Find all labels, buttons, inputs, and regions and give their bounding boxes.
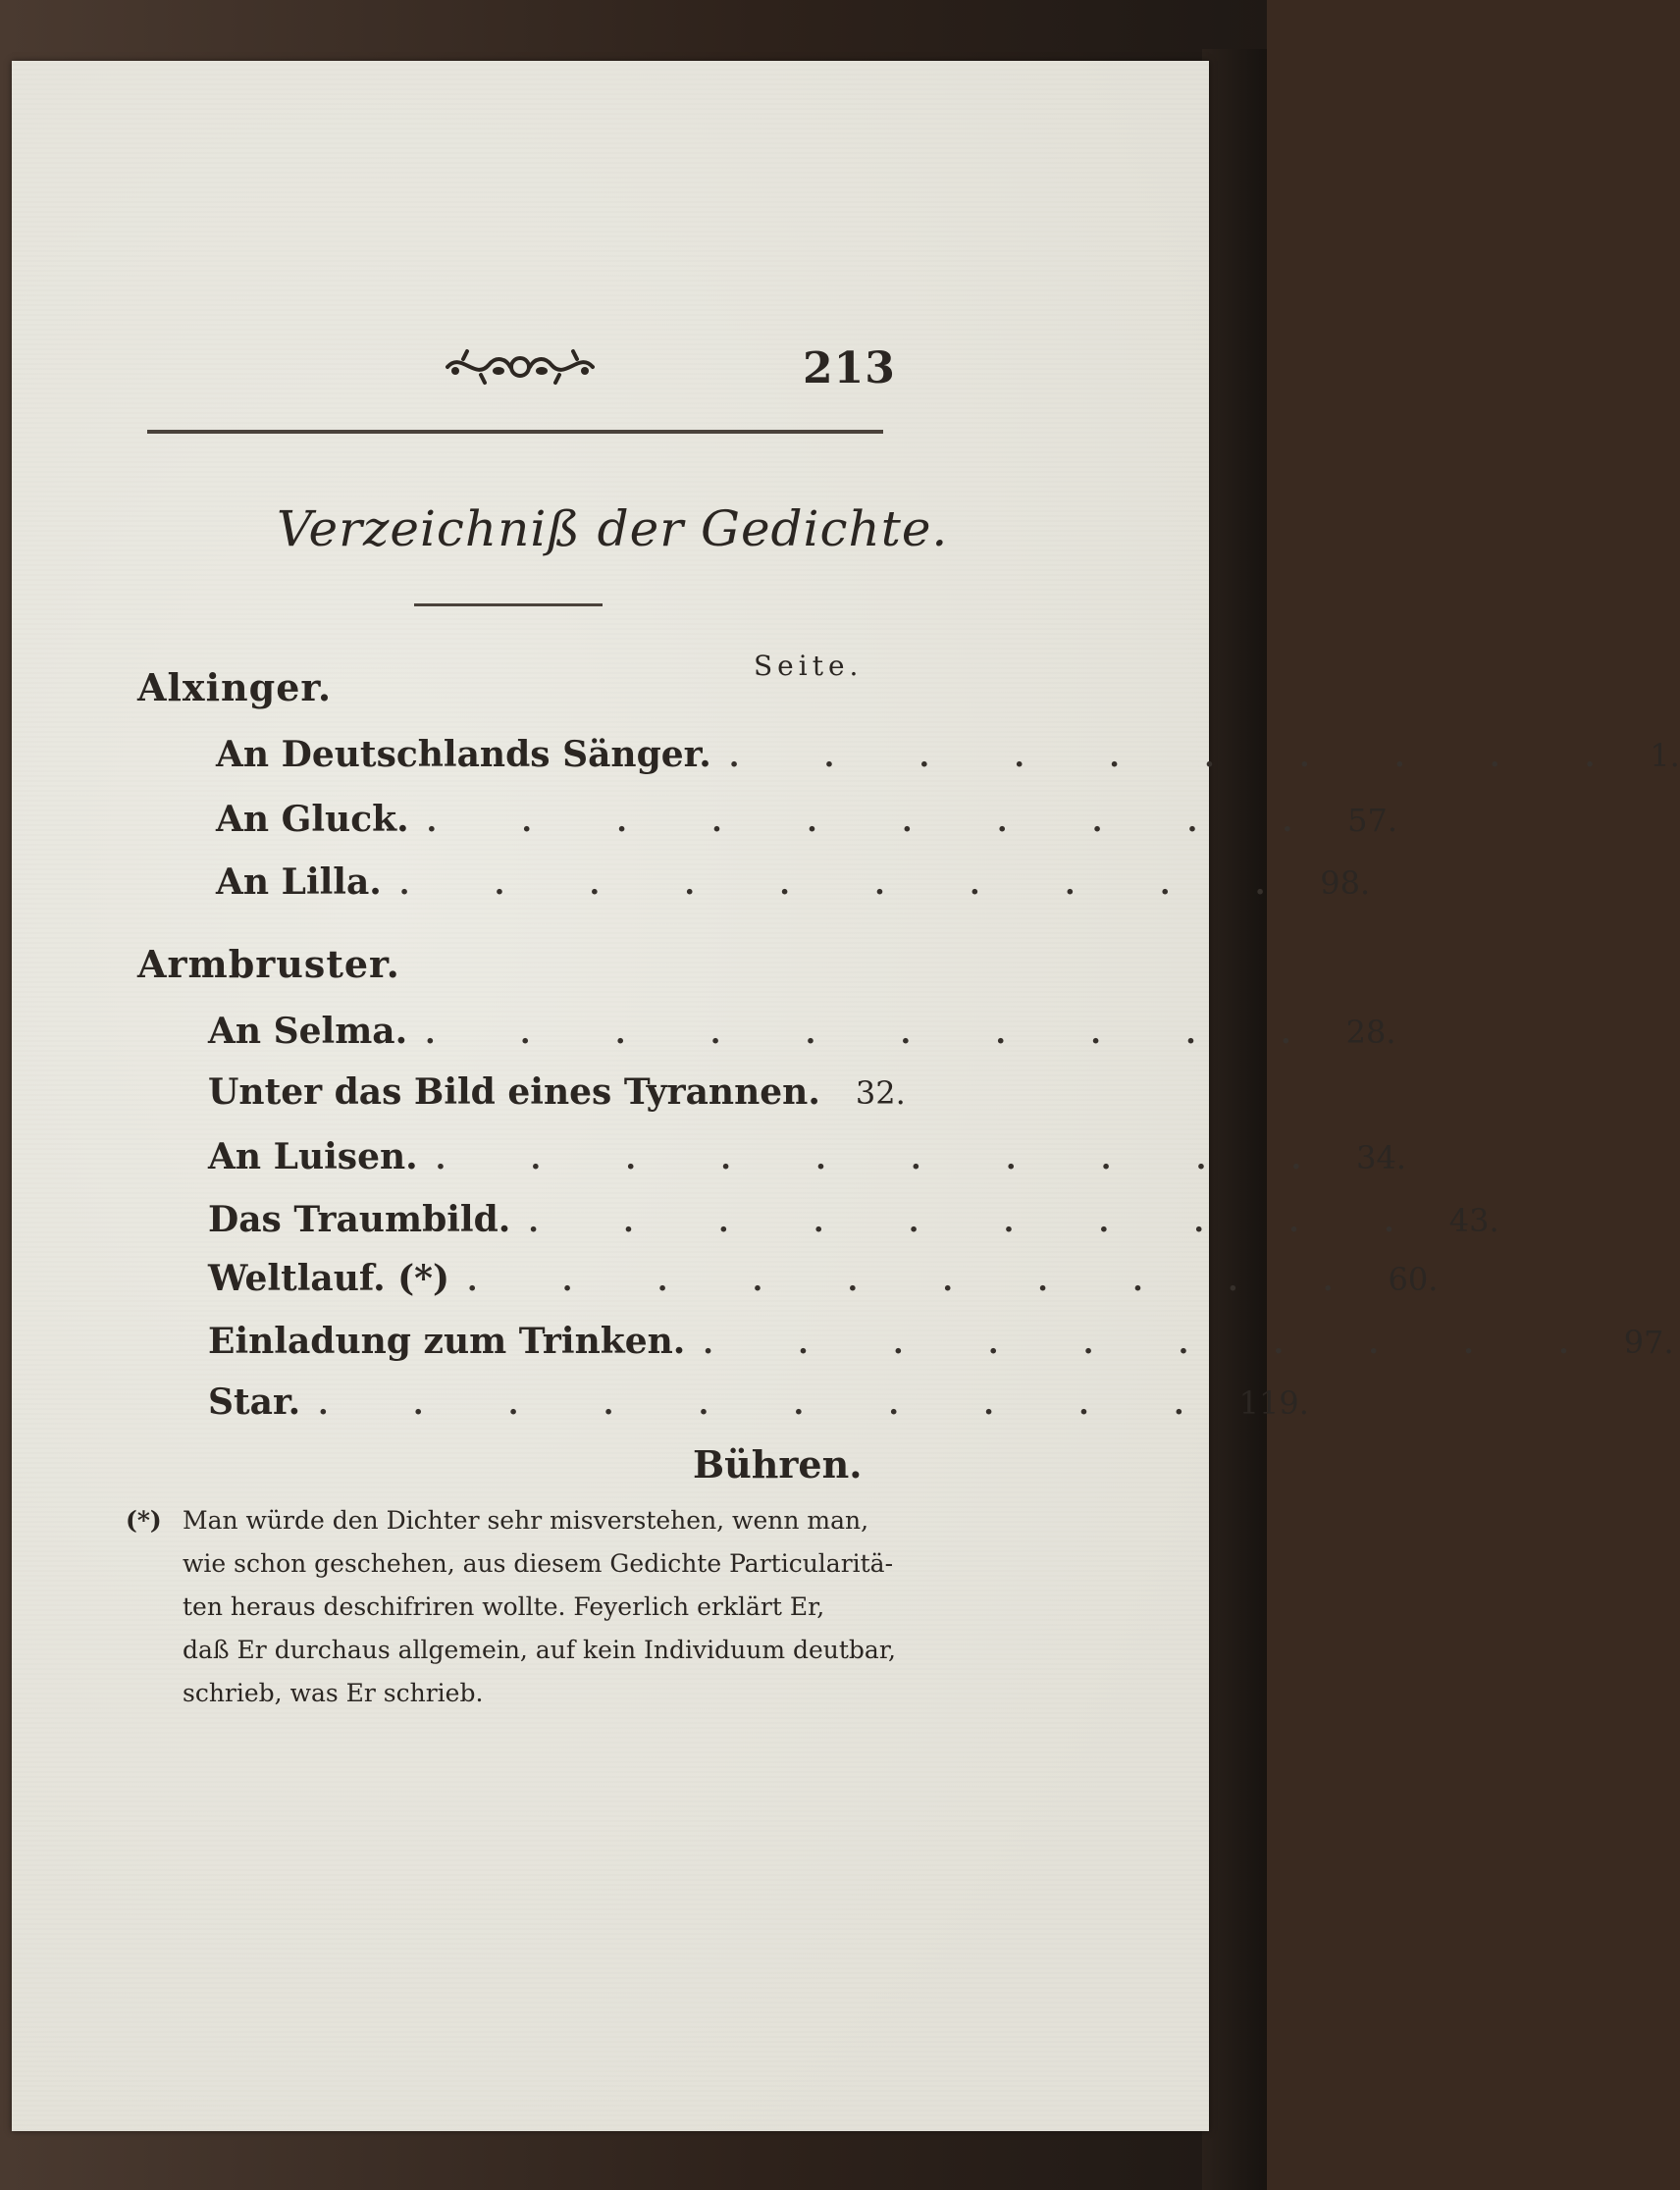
entry-title: An Deutschlands Sänger. [216, 734, 711, 775]
entry-page: 97. [1623, 1324, 1674, 1361]
footnote-line: Man würde den Dichter sehr misverstehen, wenn man, [183, 1506, 869, 1535]
entry-page: 98. [1320, 864, 1371, 902]
list-item [208, 1258, 1439, 1299]
author-heading: Alxinger. [137, 665, 333, 709]
entry-page: 34. [1356, 1139, 1407, 1176]
entry-page: 32. [855, 1074, 906, 1112]
list-item [208, 1199, 1499, 1240]
floral-ornament-icon [442, 341, 599, 389]
list-item [208, 1136, 1407, 1177]
entry-title: Star. [208, 1382, 301, 1423]
footnote-line: schrieb, was Er schrieb. [183, 1679, 484, 1707]
entry-page: 43. [1448, 1202, 1499, 1239]
list-item [208, 1071, 906, 1113]
page-title: Verzeichniß der Gedichte. [277, 500, 949, 557]
header-rule [147, 430, 883, 434]
entry-title: Weltlauf. (*) [208, 1258, 450, 1299]
dot-leader: . . . . . . . . . . [528, 1205, 1432, 1239]
dot-leader: . . . . . . . . . . [318, 1387, 1222, 1422]
entry-title: An Luisen. [208, 1136, 418, 1177]
entry-page: 28. [1345, 1014, 1396, 1051]
dot-leader: . . . . . . . . . . [435, 1142, 1339, 1176]
entry-page: 119. [1238, 1384, 1309, 1422]
dot-leader: . . . . . . . . . . [426, 805, 1331, 839]
dot-leader: . . . . . . . . . . [425, 1017, 1329, 1051]
author-heading: Armbruster. [137, 942, 400, 986]
footnote-line: ten heraus deschifriren wollte. Feyerlich erklärt Er, [183, 1592, 825, 1621]
list-item [216, 799, 1397, 840]
title-rule [414, 603, 603, 606]
entry-title: Einladung zum Trinken. [208, 1321, 686, 1362]
entry-page: 60. [1388, 1261, 1439, 1298]
footnote-line: daß Er durchaus allgemein, auf kein Individuum deutbar, [183, 1636, 896, 1664]
footnote-mark: (*) [126, 1506, 162, 1535]
list-item [208, 1382, 1309, 1423]
footnote [126, 1499, 896, 1715]
page-number: 213 [803, 343, 896, 393]
list-item [216, 861, 1371, 903]
dot-leader: . . . . . . . . . . [703, 1327, 1606, 1361]
entry-title: An Selma. [208, 1011, 408, 1052]
entry-page: 1. [1650, 737, 1680, 774]
list-item [208, 1321, 1674, 1362]
dot-leader: . . . . . . . . . . [467, 1264, 1371, 1298]
book-edge [1202, 49, 1267, 2190]
page-column-header: Seite. [754, 650, 864, 682]
dot-leader: . . . . . . . . . . [398, 867, 1303, 902]
entry-title: Unter das Bild eines Tyrannen. [208, 1071, 820, 1113]
entry-page: 57. [1347, 802, 1397, 839]
list-item [208, 1011, 1396, 1052]
footnote-line: wie schon geschehen, aus diesem Gedichte Particularitä- [183, 1549, 894, 1578]
dot-leader: . . . . . . . . . . [728, 740, 1633, 774]
entry-title: An Lilla. [216, 861, 382, 903]
entry-title: Das Traumbild. [208, 1199, 511, 1240]
entry-title: An Gluck. [216, 799, 409, 840]
list-item [216, 734, 1680, 775]
